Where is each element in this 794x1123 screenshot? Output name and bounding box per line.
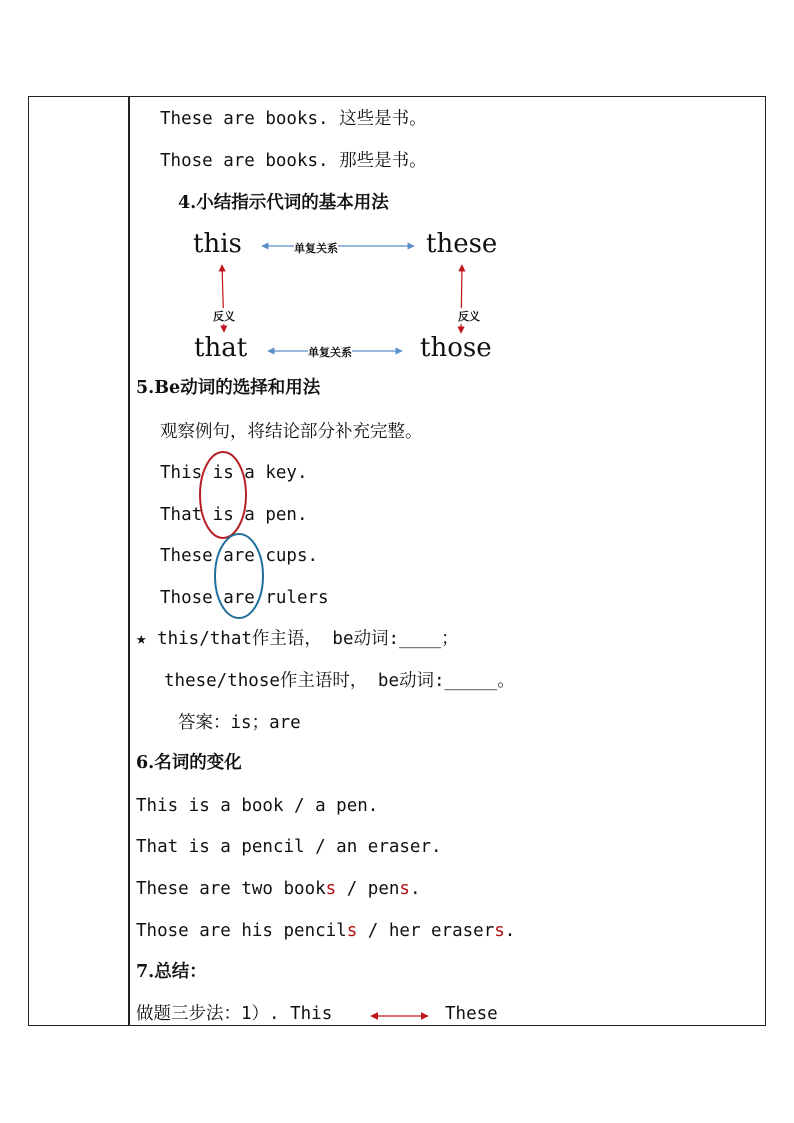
three-step-method: 做题三步法：1）. This <box>136 1004 333 1024</box>
noun-plural-1-part-c: . <box>409 879 421 899</box>
example-that-pen: That is a pen. <box>160 505 308 525</box>
rule-singular: ★ this/that作主语， be动词:____； <box>136 629 459 649</box>
section-7-heading: 7.总结： <box>136 962 207 982</box>
example-those-rulers: Those are rulers <box>160 588 329 608</box>
plural-s-suffix: s <box>325 879 337 899</box>
noun-plural-1-part-b: / pen <box>336 879 400 899</box>
plural-s-suffix: s <box>346 921 358 941</box>
opposite-left-label: 反义 <box>213 310 235 323</box>
section-4-heading: 4.小结指示代词的基本用法 <box>178 193 389 213</box>
noun-plural-1 <box>136 878 421 900</box>
example-those-books: Those are books. 那些是书。 <box>160 151 427 171</box>
noun-plural-2 <box>136 920 515 942</box>
plural-s-suffix: s <box>399 879 410 899</box>
noun-plural-1-part-a: These are two book <box>136 879 326 899</box>
noun-plural-2-part-a: Those are his pencil <box>136 921 347 941</box>
plural-s-suffix: s <box>494 921 505 941</box>
word-this: this <box>193 229 242 259</box>
instruction-text: 观察例句，将结论部分补充完整。 <box>160 422 423 442</box>
section-6-heading: 6.名词的变化 <box>136 753 242 773</box>
word-that: that <box>194 333 248 363</box>
opposite-right-label: 反义 <box>458 310 480 323</box>
noun-plural-2-part-c: . <box>504 921 516 941</box>
noun-singular-2: That is a pencil / an eraser. <box>136 837 442 857</box>
three-step-these: These <box>445 1004 498 1024</box>
rule-plural: these/those作主语时， be动词:_____。 <box>164 671 515 691</box>
answer-text: 答案：is；are <box>178 713 301 733</box>
noun-singular-1: This is a book / a pen. <box>136 796 379 816</box>
example-this-key: This is a key. <box>160 463 308 483</box>
example-these-cups: These are cups. <box>160 546 319 566</box>
noun-plural-2-part-b: / her eraser <box>357 921 495 941</box>
plural-relation-top-label: 单复关系 <box>294 242 338 255</box>
example-these-books: These are books. 这些是书。 <box>160 109 427 129</box>
word-those: those <box>420 333 492 363</box>
plural-relation-bottom-label: 单复关系 <box>308 346 352 359</box>
word-these: these <box>426 229 498 259</box>
section-5-heading: 5.Be动词的选择和用法 <box>136 378 321 398</box>
